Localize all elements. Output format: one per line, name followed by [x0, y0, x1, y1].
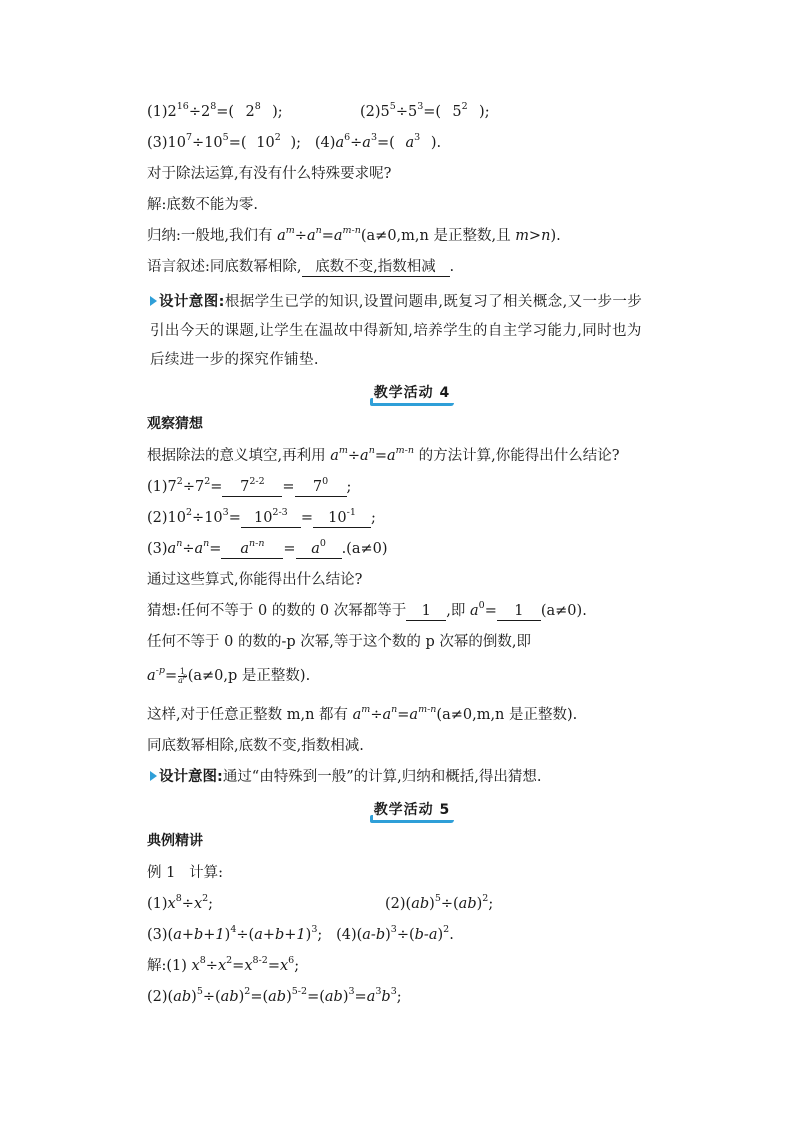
x3-close: ) [224, 927, 231, 943]
guess-blank-2: 1 [497, 603, 541, 621]
x3-exp1: 4 [230, 924, 237, 936]
guess-line [147, 601, 587, 621]
s2-be: 3 [390, 986, 397, 998]
x4-body: a-b [362, 927, 386, 943]
s2-div: ÷( [202, 989, 221, 1005]
gen-cond: (a≠0,m,n [360, 228, 429, 244]
answer-4-exp: 3 [414, 132, 421, 144]
fill-a3: a [386, 448, 396, 464]
thus-cond: (a≠0,m,n 是正整数). [436, 707, 578, 723]
example-line-2 [147, 925, 454, 945]
activity-4-header [370, 382, 454, 402]
generalization-line [147, 226, 561, 246]
x3-div: ÷( [236, 927, 255, 943]
x2-close: ) [429, 896, 435, 912]
x4-exp1: 3 [390, 924, 397, 936]
intent-1-text: 根据学生已学的知识,设置问题串,既复习了相关概念,又一步一步引出今天的课题,让学生在温故中得新知,培养学生的自主学习能力,同时也为后续进一步的探究作铺垫. [150, 294, 643, 368]
s2-ab2: ab [220, 989, 239, 1005]
e1-ans1: 7 [240, 479, 250, 495]
fill-a: a [330, 448, 339, 464]
e2-eq: = [228, 510, 241, 526]
e1-base: (1)7 [147, 479, 177, 495]
expr-3-div: ÷10 [192, 135, 223, 151]
answer-3 [247, 133, 291, 153]
guess-eq: = [484, 603, 497, 619]
e3-blank-1 [221, 538, 283, 559]
x2-div: ÷( [440, 896, 459, 912]
lang-prefix: 语言叙述:同底数幂相除, [147, 259, 302, 275]
s2-b: b [381, 989, 391, 1005]
gen-eq: = [321, 228, 334, 244]
activity-5-underline [370, 820, 454, 823]
solution-1: 解:底数不能为零. [147, 197, 258, 213]
x1-exp2: 2 [202, 893, 209, 905]
e3-ans1: a [240, 541, 250, 557]
e2-eq2: = [300, 510, 314, 526]
e1-eq2: = [282, 479, 295, 495]
expr-1-end: ); [272, 104, 283, 120]
e3-exp2: n [203, 538, 210, 550]
expr-4-exp2: 3 [370, 132, 377, 144]
fill-exercise-1 [147, 477, 351, 497]
triangle-marker-icon [150, 771, 157, 781]
thus-mn: m-n [418, 704, 437, 716]
answer-1-base: 2 [245, 104, 255, 120]
s1-e4: 6 [288, 955, 295, 967]
s1-e3: 8-2 [252, 955, 268, 967]
neg-numerator: 1 [179, 666, 185, 676]
x3-exp2: 3 [311, 924, 318, 936]
expr-3-exp2: 5 [222, 132, 229, 144]
x4-end: . [449, 927, 454, 943]
activity-5-header [370, 799, 454, 819]
s1-eq: = [232, 958, 245, 974]
s2-eq3: = [354, 989, 367, 1005]
gen-a2: a [306, 228, 316, 244]
e3-blank-2 [296, 538, 342, 559]
thus-eq: = [397, 707, 410, 723]
guess-mid: ,即 [446, 603, 470, 619]
thus-div: ÷ [370, 707, 383, 723]
intent-2-text: 通过“由特殊到一般”的计算,归纳和概括,得出猜想. [222, 769, 542, 785]
expr-2-base: (2)5 [360, 104, 390, 120]
thus-a2: a [382, 707, 392, 723]
e2-blank-1 [241, 507, 301, 528]
e1-end: ; [346, 479, 352, 495]
thus-m: m [361, 704, 371, 716]
exercise-line-2 [147, 133, 441, 153]
neg-eq: = [164, 668, 178, 684]
answer-4-base: a [405, 135, 415, 151]
expr-4-end: ). [430, 135, 442, 151]
neg-a: a [147, 668, 156, 684]
x1-label: (1) [147, 896, 168, 912]
expr-2-exp2: 3 [417, 101, 424, 113]
guess-prefix: 猜想:任何不等于 0 的数的 0 次幂都等于 [147, 603, 407, 619]
answer-2-base: 5 [452, 104, 462, 120]
section-examples-title: 典例精讲 [147, 833, 203, 849]
neg-den-exp: p [182, 672, 187, 680]
expr-4-var: a [335, 135, 345, 151]
answer-2-exp: 2 [461, 101, 468, 113]
expr-1-base: (1)2 [147, 104, 177, 120]
s2-e2: 2 [244, 986, 251, 998]
x4-body2: b-a [414, 927, 438, 943]
fill-post: 的方法计算,你能得出什么结论? [413, 448, 620, 464]
expr-2-exp: 5 [389, 101, 396, 113]
e3-ans2: a [311, 541, 320, 557]
gen-div: ÷ [294, 228, 307, 244]
design-intent-2 [150, 767, 541, 787]
intent-1-label: 设计意图: [159, 294, 225, 310]
expr-3-end: ); [290, 135, 302, 151]
expr-2-eq: =( [423, 104, 442, 120]
x4-exp2: 2 [443, 924, 450, 936]
s2-ab4: ab [324, 989, 343, 1005]
neg-denominator [178, 672, 187, 685]
e2-ans1: 10 [253, 510, 273, 526]
s2-c2: ) [238, 989, 245, 1005]
solution-line-2 [147, 987, 402, 1007]
e3-a: a [167, 541, 177, 557]
gen-m: m [285, 225, 295, 237]
x1-x2: x [193, 896, 203, 912]
s1-div: ÷ [205, 958, 218, 974]
s2-end: ; [396, 989, 402, 1005]
guess-end: (a≠0). [540, 603, 587, 619]
exercise-2 [360, 102, 490, 122]
e1-ans1-exp: 2-2 [249, 476, 265, 488]
answer-1-exp: 8 [254, 101, 261, 113]
s2-a: a [366, 989, 376, 1005]
e1-eq: = [210, 479, 223, 495]
expr-3-exp: 7 [186, 132, 193, 144]
x1-exp1: 8 [175, 893, 182, 905]
example-line-1 [147, 893, 494, 914]
answer-3-base: 10 [256, 135, 275, 151]
expr-3-eq: =( [228, 135, 247, 151]
expr-2-end: ); [479, 104, 490, 120]
e3-ans1-exp: n-n [249, 538, 265, 550]
e3-exp1: n [176, 538, 183, 550]
gen-a3: a [333, 228, 343, 244]
e2-exp2: 3 [222, 507, 229, 519]
activity-4-title: 教学活动 4 [373, 385, 451, 401]
x4-label: (4)( [336, 927, 363, 943]
x1-x: x [167, 896, 176, 912]
e1-blank-2 [295, 476, 347, 497]
s2-label: (2)( [147, 989, 174, 1005]
x3-body2: a+b+1 [254, 927, 306, 943]
question-2: 通过这些算式,你能得出什么结论? [147, 572, 363, 588]
e2-ans2: 10 [328, 510, 347, 526]
s2-c: ) [191, 989, 197, 1005]
expr-1-exp2: 8 [210, 101, 217, 113]
thus-prefix: 这样,对于任意正整数 m,n 都有 [147, 707, 353, 723]
x2-end: ; [488, 896, 494, 912]
fill-exercise-3 [147, 539, 388, 559]
fill-mn: m-n [395, 445, 414, 457]
answer-2 [441, 102, 479, 122]
exercise-line-1 [147, 101, 490, 122]
fill-eq: = [374, 448, 387, 464]
fill-prefix: 根据除法的意义填空,再利用 [147, 448, 331, 464]
gen-end: ). [550, 228, 561, 244]
e2-ans1-exp: 2-3 [272, 507, 288, 519]
fill-div: ÷ [347, 448, 361, 464]
answer-3-exp: 2 [274, 132, 281, 144]
negative-exponent-formula [147, 666, 310, 686]
negative-exponent-line: 任何不等于 0 的数的-p 次幂,等于这个数的 p 次幂的倒数,即 [147, 634, 531, 650]
neg-den-a: a [178, 675, 183, 685]
gen-mn: m-n [342, 225, 361, 237]
example-1-title: 例 1 计算: [147, 865, 224, 881]
thus-line [147, 705, 577, 725]
e3-eq2: = [283, 541, 296, 557]
gen-post: 是正整数,且 [428, 228, 516, 244]
x3-label: (3)( [147, 927, 174, 943]
e2-blank-2 [313, 507, 371, 528]
gen-m-gt-n: m>n [515, 228, 551, 244]
s2-c4: ) [342, 989, 349, 1005]
gen-prefix: 归纳:一般地,我们有 [147, 228, 278, 244]
x3-end: ; [317, 927, 323, 943]
s2-eq: =( [250, 989, 269, 1005]
neg-exp: -p [155, 665, 165, 677]
example-2 [385, 894, 493, 914]
x3-body: a+b+1 [173, 927, 225, 943]
expr-1-exp: 16 [176, 101, 189, 113]
answer-1 [234, 102, 272, 122]
x2-ab2: ab [458, 896, 477, 912]
e3-label: (3) [147, 541, 168, 557]
e1-ans2-exp: 0 [322, 476, 329, 488]
intent-2-label: 设计意图: [159, 769, 223, 785]
s2-ab: ab [173, 989, 192, 1005]
fill-n: n [368, 445, 375, 457]
s2-eq2: =( [307, 989, 325, 1005]
e3-ans2-exp: 0 [319, 538, 326, 550]
x4-close2: ) [437, 927, 444, 943]
fill-a2: a [360, 448, 369, 464]
lang-end: . [449, 259, 455, 275]
e2-ans2-exp: -1 [346, 507, 356, 519]
expr-1-eq: =( [216, 104, 235, 120]
x2-exp1: 5 [434, 893, 441, 905]
guess-a-exp: 0 [478, 600, 485, 612]
e3-eq: = [209, 541, 222, 557]
e2-base: (2)10 [147, 510, 186, 526]
gen-a: a [277, 228, 286, 244]
s1-label: 解:(1) [147, 958, 192, 974]
guess-a: a [470, 603, 479, 619]
activity-4-underline [370, 403, 454, 406]
x4-close: ) [385, 927, 391, 943]
s1-x3: x [244, 958, 253, 974]
expr-4-eq: =( [377, 135, 395, 151]
e1-ans2: 7 [312, 479, 323, 495]
expr-4-div: ÷ [350, 135, 363, 151]
s1-x4: x [279, 958, 289, 974]
s2-e3: 5-2 [291, 986, 308, 998]
e2-exp1: 2 [186, 507, 193, 519]
expr-4-label: (4) [314, 135, 336, 151]
s1-x2: x [217, 958, 227, 974]
rule-line: 同底数幂相除,底数不变,指数相减. [147, 738, 364, 754]
fill-instruction [147, 446, 619, 466]
fill-exercise-2 [147, 508, 376, 528]
s1-e1: 8 [199, 955, 206, 967]
e3-div: ÷ [182, 541, 195, 557]
thus-a3: a [409, 707, 419, 723]
x1-end: ; [208, 896, 214, 912]
s1-end: ; [294, 958, 300, 974]
e1-div: ÷7 [182, 479, 205, 495]
thus-n: n [391, 704, 398, 716]
fill-m: m [338, 445, 348, 457]
expr-3-base: (3)10 [147, 135, 186, 151]
x2-label: (2)( [385, 896, 412, 912]
s2-e4: 3 [348, 986, 355, 998]
expr-2-div: ÷5 [395, 104, 418, 120]
question-1: 对于除法运算,有没有什么特殊要求呢? [147, 166, 392, 182]
s1-eq2: = [267, 958, 280, 974]
design-intent-1 [150, 288, 655, 375]
x2-ab: ab [411, 896, 430, 912]
x3-close2: ) [305, 927, 312, 943]
s1-e2: 2 [226, 955, 233, 967]
x2-close2: ) [476, 896, 483, 912]
s2-ab3: ab [268, 989, 287, 1005]
gen-n: n [315, 225, 322, 237]
s2-ae: 3 [375, 986, 382, 998]
answer-4 [395, 133, 431, 153]
language-statement [147, 257, 454, 277]
e2-end: ; [371, 510, 376, 526]
expr-4-var2: a [362, 135, 371, 151]
triangle-marker-icon [150, 296, 157, 306]
section-observe-title: 观察猜想 [147, 416, 203, 432]
lang-answer: 底数不变,指数相减 [302, 259, 450, 277]
thus-a: a [352, 707, 362, 723]
e3-a2: a [194, 541, 204, 557]
neg-fraction [178, 668, 187, 685]
s2-c3: ) [286, 989, 292, 1005]
x4-div: ÷( [396, 927, 415, 943]
e3-end: .(a≠0) [341, 541, 388, 557]
e1-exp2: 2 [204, 476, 211, 488]
guess-blank-1: 1 [406, 603, 446, 621]
s1-x: x [191, 958, 200, 974]
neg-cond: (a≠0,p 是正整数). [187, 668, 311, 684]
expr-1-div: ÷2 [188, 104, 211, 120]
x2-exp2: 2 [482, 893, 489, 905]
solution-line-1 [147, 956, 299, 976]
e1-exp1: 2 [176, 476, 183, 488]
activity-5-title: 教学活动 5 [373, 802, 451, 818]
s2-e1: 5 [196, 986, 203, 998]
e2-div: ÷10 [192, 510, 223, 526]
x1-div: ÷ [181, 896, 194, 912]
expr-4-exp: 6 [344, 132, 351, 144]
e1-blank-1 [222, 476, 282, 497]
